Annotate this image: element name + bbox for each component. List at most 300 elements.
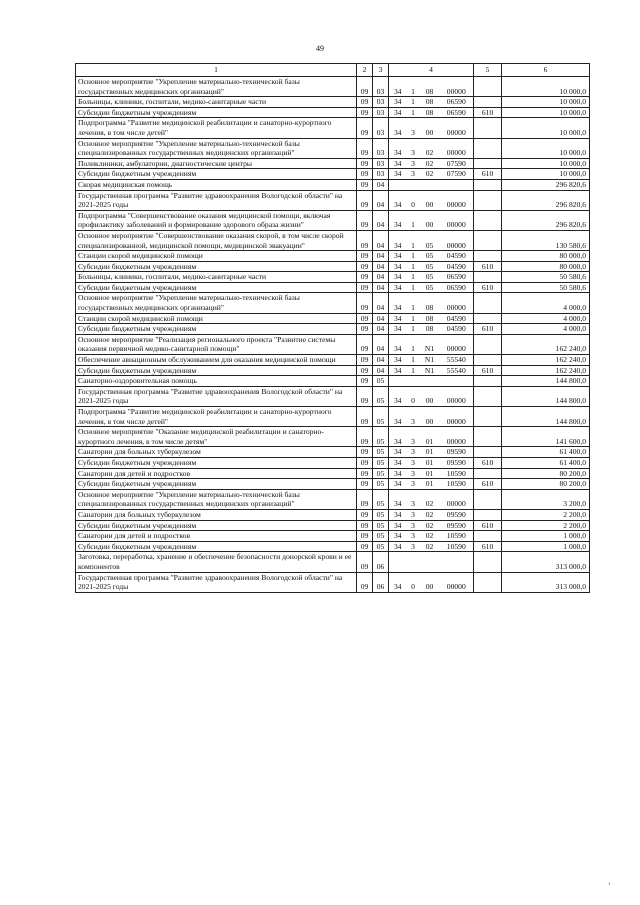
section-code: 09 bbox=[357, 407, 373, 427]
measure-code: 08 bbox=[420, 324, 440, 335]
row-name: Обеспечение авиационным обслуживанием для оказания медицинской помощи bbox=[76, 355, 357, 366]
table-row bbox=[76, 355, 590, 366]
table-row bbox=[76, 407, 590, 427]
table-row bbox=[76, 427, 590, 447]
program-code: 34 bbox=[389, 531, 407, 542]
measure-code: 00 bbox=[420, 118, 440, 138]
program-code: 34 bbox=[389, 407, 407, 427]
row-name: Больницы, клиники, госпитали, медико-санитарные части bbox=[76, 97, 357, 108]
table-row bbox=[76, 520, 590, 531]
table-row bbox=[76, 572, 590, 592]
expense-type-code bbox=[474, 376, 502, 387]
direction-code: 00000 bbox=[440, 77, 474, 97]
amount: 10 000,0 bbox=[502, 118, 590, 138]
table-row bbox=[76, 324, 590, 335]
measure-code: 08 bbox=[420, 77, 440, 97]
table-row bbox=[76, 376, 590, 387]
expense-type-code bbox=[474, 230, 502, 250]
measure-code: N1 bbox=[420, 355, 440, 366]
section-code: 09 bbox=[357, 552, 373, 572]
program-code: 34 bbox=[389, 251, 407, 262]
direction-code: 09590 bbox=[440, 520, 474, 531]
row-name: Больницы, клиники, госпитали, медико-санитарные части bbox=[76, 272, 357, 283]
subprogram-code: 3 bbox=[407, 541, 420, 552]
program-code: 34 bbox=[389, 118, 407, 138]
measure-code: 01 bbox=[420, 479, 440, 490]
program-code bbox=[389, 376, 407, 387]
expense-type-code: 610 bbox=[474, 282, 502, 293]
direction-code: 04590 bbox=[440, 324, 474, 335]
section-code: 09 bbox=[357, 179, 373, 190]
subsection-code: 05 bbox=[373, 447, 389, 458]
column-header-1: 1 bbox=[76, 64, 357, 77]
program-code: 34 bbox=[389, 169, 407, 180]
amount: 144 800,0 bbox=[502, 386, 590, 406]
subsection-code: 04 bbox=[373, 251, 389, 262]
measure-code: 08 bbox=[420, 293, 440, 313]
table-row bbox=[76, 190, 590, 210]
subsection-code: 05 bbox=[373, 531, 389, 542]
direction-code: 00000 bbox=[440, 118, 474, 138]
expense-type-code bbox=[474, 179, 502, 190]
subprogram-code: 3 bbox=[407, 427, 420, 447]
measure-code: 00 bbox=[420, 407, 440, 427]
amount: 141 600,0 bbox=[502, 427, 590, 447]
subprogram-code: 3 bbox=[407, 169, 420, 180]
subprogram-code: 3 bbox=[407, 520, 420, 531]
direction-code: 00000 bbox=[440, 230, 474, 250]
section-code: 09 bbox=[357, 520, 373, 531]
program-code: 34 bbox=[389, 272, 407, 283]
amount: 296 820,6 bbox=[502, 179, 590, 190]
subsection-code: 04 bbox=[373, 334, 389, 354]
section-code: 09 bbox=[357, 324, 373, 335]
table-body bbox=[76, 77, 590, 593]
direction-code: 06590 bbox=[440, 282, 474, 293]
row-name: Основное мероприятие "Укрепление материально-технической базы государственных медицинских организаций" bbox=[76, 77, 357, 97]
direction-code: 00000 bbox=[440, 386, 474, 406]
subprogram-code: 1 bbox=[407, 365, 420, 376]
direction-code: 00000 bbox=[440, 489, 474, 509]
subsection-code: 05 bbox=[373, 407, 389, 427]
direction-code: 00000 bbox=[440, 407, 474, 427]
table-row bbox=[76, 169, 590, 180]
row-name: Основное мероприятие "Оказание медицинской реабилитации и санаторно-курортного лечения, в том числе детям" bbox=[76, 427, 357, 447]
amount: 80 000,0 bbox=[502, 261, 590, 272]
table-row bbox=[76, 138, 590, 158]
subsection-code: 03 bbox=[373, 138, 389, 158]
table-row bbox=[76, 365, 590, 376]
subsection-code: 03 bbox=[373, 158, 389, 169]
section-code: 09 bbox=[357, 210, 373, 230]
measure-code: 00 bbox=[420, 210, 440, 230]
subsection-code: 04 bbox=[373, 179, 389, 190]
row-name: Основное мероприятие "Совершенствование оказания скорой, в том числе скорой специализированной, медицинской помощи, медицинской эвакуации" bbox=[76, 230, 357, 250]
measure-code: 00 bbox=[420, 386, 440, 406]
table-row bbox=[76, 509, 590, 520]
section-code: 09 bbox=[357, 509, 373, 520]
subprogram-code: 3 bbox=[407, 509, 420, 520]
subsection-code: 05 bbox=[373, 457, 389, 468]
table-row bbox=[76, 479, 590, 490]
program-code: 34 bbox=[389, 334, 407, 354]
row-name: Подпрограмма "Совершенствование оказания медицинской помощи, включая профилактику заболеваний и формирование здорового образа жизни" bbox=[76, 210, 357, 230]
amount: 1 000,0 bbox=[502, 541, 590, 552]
section-code: 09 bbox=[357, 261, 373, 272]
measure-code: 02 bbox=[420, 489, 440, 509]
program-code: 34 bbox=[389, 77, 407, 97]
program-code: 34 bbox=[389, 489, 407, 509]
expense-type-code bbox=[474, 386, 502, 406]
column-header-4: 4 bbox=[389, 64, 474, 77]
table-row bbox=[76, 118, 590, 138]
expense-type-code bbox=[474, 138, 502, 158]
subprogram-code: 3 bbox=[407, 457, 420, 468]
direction-code: 10590 bbox=[440, 468, 474, 479]
program-code: 34 bbox=[389, 365, 407, 376]
section-code: 09 bbox=[357, 447, 373, 458]
subsection-code: 03 bbox=[373, 118, 389, 138]
table-row bbox=[76, 77, 590, 97]
amount: 4 000,0 bbox=[502, 313, 590, 324]
program-code: 34 bbox=[389, 190, 407, 210]
section-code: 09 bbox=[357, 355, 373, 366]
direction-code: 00000 bbox=[440, 427, 474, 447]
subprogram-code: 1 bbox=[407, 324, 420, 335]
direction-code bbox=[440, 179, 474, 190]
section-code: 09 bbox=[357, 190, 373, 210]
table-row bbox=[76, 251, 590, 262]
amount: 50 580,6 bbox=[502, 282, 590, 293]
subsection-code: 05 bbox=[373, 376, 389, 387]
amount: 313 000,0 bbox=[502, 572, 590, 592]
measure-code: 05 bbox=[420, 282, 440, 293]
row-name: Станции скорой медицинской помощи bbox=[76, 313, 357, 324]
expense-type-code: 610 bbox=[474, 479, 502, 490]
amount: 10 000,0 bbox=[502, 138, 590, 158]
subprogram-code bbox=[407, 179, 420, 190]
subsection-code: 03 bbox=[373, 107, 389, 118]
expense-type-code bbox=[474, 531, 502, 542]
table-row bbox=[76, 272, 590, 283]
direction-code: 00000 bbox=[440, 190, 474, 210]
section-code: 09 bbox=[357, 77, 373, 97]
program-code: 34 bbox=[389, 107, 407, 118]
subprogram-code: 0 bbox=[407, 190, 420, 210]
expense-type-code bbox=[474, 468, 502, 479]
amount: 162 240,0 bbox=[502, 355, 590, 366]
amount: 4 000,0 bbox=[502, 293, 590, 313]
subsection-code: 04 bbox=[373, 313, 389, 324]
amount: 313 000,0 bbox=[502, 552, 590, 572]
program-code: 34 bbox=[389, 97, 407, 108]
row-name: Субсидии бюджетным учреждениям bbox=[76, 324, 357, 335]
budget-table bbox=[75, 63, 590, 593]
subsection-code: 05 bbox=[373, 468, 389, 479]
subsection-code: 04 bbox=[373, 272, 389, 283]
column-header-6: 6 bbox=[502, 64, 590, 77]
direction-code: 00000 bbox=[440, 572, 474, 592]
expense-type-code bbox=[474, 313, 502, 324]
measure-code bbox=[420, 552, 440, 572]
expense-type-code bbox=[474, 210, 502, 230]
amount: 3 200,0 bbox=[502, 489, 590, 509]
subsection-code: 03 bbox=[373, 77, 389, 97]
column-header-5: 5 bbox=[474, 64, 502, 77]
row-name: Субсидии бюджетным учреждениям bbox=[76, 107, 357, 118]
subprogram-code: 0 bbox=[407, 572, 420, 592]
direction-code: 07590 bbox=[440, 158, 474, 169]
subsection-code: 04 bbox=[373, 230, 389, 250]
direction-code: 09590 bbox=[440, 509, 474, 520]
measure-code: 02 bbox=[420, 138, 440, 158]
measure-code: 01 bbox=[420, 427, 440, 447]
measure-code: 08 bbox=[420, 313, 440, 324]
amount: 130 580,6 bbox=[502, 230, 590, 250]
section-code: 09 bbox=[357, 230, 373, 250]
subprogram-code: 3 bbox=[407, 158, 420, 169]
section-code: 09 bbox=[357, 541, 373, 552]
section-code: 09 bbox=[357, 531, 373, 542]
amount: 10 000,0 bbox=[502, 97, 590, 108]
table-row bbox=[76, 552, 590, 572]
table-row bbox=[76, 293, 590, 313]
program-code: 34 bbox=[389, 313, 407, 324]
direction-code: 10590 bbox=[440, 541, 474, 552]
section-code: 09 bbox=[357, 272, 373, 283]
subsection-code: 05 bbox=[373, 479, 389, 490]
table-row bbox=[76, 541, 590, 552]
table-row bbox=[76, 210, 590, 230]
subsection-code: 06 bbox=[373, 572, 389, 592]
amount: 296 820,6 bbox=[502, 210, 590, 230]
section-code: 09 bbox=[357, 107, 373, 118]
table-row bbox=[76, 97, 590, 108]
program-code: 34 bbox=[389, 230, 407, 250]
direction-code: 00000 bbox=[440, 293, 474, 313]
section-code: 09 bbox=[357, 251, 373, 262]
measure-code: 02 bbox=[420, 158, 440, 169]
subprogram-code: 3 bbox=[407, 531, 420, 542]
program-code: 34 bbox=[389, 261, 407, 272]
expense-type-code bbox=[474, 251, 502, 262]
section-code: 09 bbox=[357, 457, 373, 468]
direction-code: 06590 bbox=[440, 272, 474, 283]
subsection-code: 04 bbox=[373, 282, 389, 293]
amount: 144 800,0 bbox=[502, 376, 590, 387]
subprogram-code: 1 bbox=[407, 355, 420, 366]
program-code: 34 bbox=[389, 572, 407, 592]
table-row bbox=[76, 531, 590, 542]
row-name: Основное мероприятие "Реализация регионального проекта "Развитие системы оказания первичной медико-санитарной помощи" bbox=[76, 334, 357, 354]
measure-code: 05 bbox=[420, 251, 440, 262]
direction-code: 04590 bbox=[440, 261, 474, 272]
subprogram-code: 0 bbox=[407, 386, 420, 406]
measure-code: 02 bbox=[420, 531, 440, 542]
row-name: Субсидии бюджетным учреждениям bbox=[76, 541, 357, 552]
subsection-code: 05 bbox=[373, 509, 389, 520]
row-name: Субсидии бюджетным учреждениям bbox=[76, 261, 357, 272]
expense-type-code bbox=[474, 509, 502, 520]
program-code: 34 bbox=[389, 324, 407, 335]
subsection-code: 05 bbox=[373, 541, 389, 552]
row-name: Субсидии бюджетным учреждениям bbox=[76, 282, 357, 293]
expense-type-code bbox=[474, 97, 502, 108]
expense-type-code bbox=[474, 158, 502, 169]
expense-type-code bbox=[474, 447, 502, 458]
column-header-3: 3 bbox=[373, 64, 389, 77]
expense-type-code bbox=[474, 355, 502, 366]
row-name: Санатории для детей и подростков bbox=[76, 531, 357, 542]
expense-type-code: 610 bbox=[474, 520, 502, 531]
expense-type-code: 610 bbox=[474, 457, 502, 468]
program-code: 34 bbox=[389, 386, 407, 406]
expense-type-code: 610 bbox=[474, 541, 502, 552]
subprogram-code: 1 bbox=[407, 97, 420, 108]
subsection-code: 04 bbox=[373, 293, 389, 313]
row-name: Государственная программа "Развитие здравоохранения Вологодской области" на 2021-2025 годы bbox=[76, 572, 357, 592]
amount: 10 000,0 bbox=[502, 77, 590, 97]
section-code: 09 bbox=[357, 468, 373, 479]
expense-type-code bbox=[474, 552, 502, 572]
subsection-code: 03 bbox=[373, 169, 389, 180]
program-code: 34 bbox=[389, 468, 407, 479]
table-row bbox=[76, 261, 590, 272]
program-code: 34 bbox=[389, 158, 407, 169]
row-name: Основное мероприятие "Укрепление материально-технической базы специализированных государственных медицинских организаций" bbox=[76, 489, 357, 509]
measure-code: 02 bbox=[420, 509, 440, 520]
direction-code: 07590 bbox=[440, 169, 474, 180]
table-row bbox=[76, 107, 590, 118]
expense-type-code bbox=[474, 427, 502, 447]
table-row bbox=[76, 386, 590, 406]
subprogram-code: 1 bbox=[407, 251, 420, 262]
direction-code: 06590 bbox=[440, 107, 474, 118]
amount: 80 000,0 bbox=[502, 251, 590, 262]
amount: 10 000,0 bbox=[502, 169, 590, 180]
section-code: 09 bbox=[357, 158, 373, 169]
page-number: 49 bbox=[316, 44, 324, 53]
expense-type-code: 610 bbox=[474, 169, 502, 180]
amount: 80 200,0 bbox=[502, 468, 590, 479]
subprogram-code: 3 bbox=[407, 407, 420, 427]
subprogram-code: 1 bbox=[407, 261, 420, 272]
row-name: Субсидии бюджетным учреждениям bbox=[76, 365, 357, 376]
section-code: 09 bbox=[357, 365, 373, 376]
measure-code: N1 bbox=[420, 365, 440, 376]
subsection-code: 06 bbox=[373, 552, 389, 572]
program-code: 34 bbox=[389, 447, 407, 458]
measure-code bbox=[420, 179, 440, 190]
subsection-code: 03 bbox=[373, 97, 389, 108]
expense-type-code bbox=[474, 272, 502, 283]
table-row bbox=[76, 313, 590, 324]
row-name: Субсидии бюджетным учреждениям bbox=[76, 169, 357, 180]
expense-type-code: 610 bbox=[474, 261, 502, 272]
direction-code: 55540 bbox=[440, 355, 474, 366]
row-name: Государственная программа "Развитие здравоохранения Вологодской области" на 2021-2025 годы bbox=[76, 386, 357, 406]
section-code: 09 bbox=[357, 489, 373, 509]
program-code: 34 bbox=[389, 427, 407, 447]
direction-code: 00000 bbox=[440, 138, 474, 158]
program-code: 34 bbox=[389, 138, 407, 158]
measure-code: 01 bbox=[420, 457, 440, 468]
direction-code: 00000 bbox=[440, 334, 474, 354]
program-code: 34 bbox=[389, 541, 407, 552]
direction-code: 55540 bbox=[440, 365, 474, 376]
measure-code: 02 bbox=[420, 169, 440, 180]
measure-code: 01 bbox=[420, 468, 440, 479]
section-code: 09 bbox=[357, 572, 373, 592]
subsection-code: 05 bbox=[373, 520, 389, 531]
subprogram-code: 1 bbox=[407, 107, 420, 118]
measure-code: 01 bbox=[420, 447, 440, 458]
section-code: 09 bbox=[357, 293, 373, 313]
table-row bbox=[76, 158, 590, 169]
measure-code: 00 bbox=[420, 572, 440, 592]
table-row bbox=[76, 282, 590, 293]
subsection-code: 04 bbox=[373, 324, 389, 335]
subprogram-code: 1 bbox=[407, 272, 420, 283]
row-name: Санатории для больных туберкулезом bbox=[76, 509, 357, 520]
measure-code: 02 bbox=[420, 541, 440, 552]
expense-type-code bbox=[474, 293, 502, 313]
amount: 10 000,0 bbox=[502, 107, 590, 118]
measure-code: 05 bbox=[420, 272, 440, 283]
row-name: Подпрограмма "Развитие медицинской реабилитации и санаторно-курортного лечения, в том числе детей" bbox=[76, 407, 357, 427]
row-name: Субсидии бюджетным учреждениям bbox=[76, 520, 357, 531]
subprogram-code: 3 bbox=[407, 138, 420, 158]
subprogram-code: 3 bbox=[407, 479, 420, 490]
amount: 296 820,6 bbox=[502, 190, 590, 210]
direction-code: 04590 bbox=[440, 313, 474, 324]
direction-code bbox=[440, 552, 474, 572]
column-header-2: 2 bbox=[357, 64, 373, 77]
direction-code: 10590 bbox=[440, 479, 474, 490]
subprogram-code: 1 bbox=[407, 210, 420, 230]
row-name: Санаторно-оздоровительная помощь bbox=[76, 376, 357, 387]
section-code: 09 bbox=[357, 427, 373, 447]
program-code: 34 bbox=[389, 293, 407, 313]
subprogram-code: 1 bbox=[407, 313, 420, 324]
direction-code: 09590 bbox=[440, 447, 474, 458]
amount: 1 000,0 bbox=[502, 531, 590, 542]
amount: 162 240,0 bbox=[502, 334, 590, 354]
program-code: 34 bbox=[389, 457, 407, 468]
program-code: 34 bbox=[389, 509, 407, 520]
expense-type-code bbox=[474, 118, 502, 138]
amount: 50 580,6 bbox=[502, 272, 590, 283]
measure-code: 05 bbox=[420, 261, 440, 272]
subprogram-code: 3 bbox=[407, 447, 420, 458]
table-row bbox=[76, 179, 590, 190]
table-row bbox=[76, 457, 590, 468]
row-name: Основное мероприятие "Укрепление материально-технической базы специализированных государственных медицинских организаций" bbox=[76, 138, 357, 158]
subsection-code: 04 bbox=[373, 261, 389, 272]
section-code: 09 bbox=[357, 334, 373, 354]
table-row bbox=[76, 230, 590, 250]
direction-code: 00000 bbox=[440, 210, 474, 230]
direction-code: 06590 bbox=[440, 97, 474, 108]
row-name: Заготовка, переработка, хранение и обеспечение безопасности донорской крови и ее компонентов bbox=[76, 552, 357, 572]
expense-type-code bbox=[474, 334, 502, 354]
amount: 4 000,0 bbox=[502, 324, 590, 335]
program-code: 34 bbox=[389, 210, 407, 230]
direction-code: 10590 bbox=[440, 531, 474, 542]
expense-type-code bbox=[474, 190, 502, 210]
section-code: 09 bbox=[357, 386, 373, 406]
expense-type-code bbox=[474, 572, 502, 592]
